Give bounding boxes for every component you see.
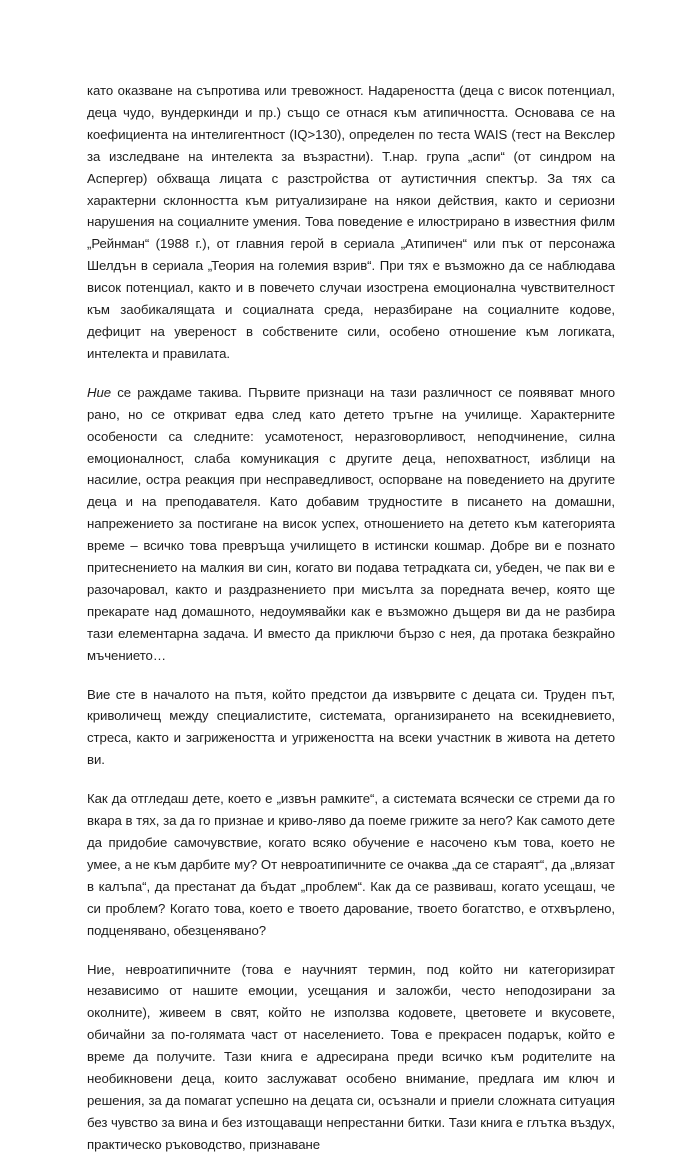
paragraph-text: Как да отгледаш дете, което е „извън рамките“, а системата всячески се стреми да го вкара в тях, за да го признае и криво-ляво да поеме грижите за него? Как самото дете да придобие самочувствие, когато всяко обучение е насочено към това, което не умее, а не към дарбите му? От невроатипичните се очаква „да се стараят“, да „влязат в калъпа“, да престанат да бъдат „проблем“. Как да се развиваш, когато усещаш, че си проблем? Когато това, което е твоето дарование, твоето богатство, е отхвърлено, подценявано, обезценявано?: [87, 791, 615, 938]
paragraph-text: Вие сте в началото на пътя, който предстои да извървите с децата си. Труден път, криволичещ между специалистите, системата, организирането на всекидневието, стреса, както и загрижеността и угрижеността на всеки участник в живота на детето ви.: [87, 686, 615, 768]
paragraph-3: [87, 684, 615, 772]
italic-lead-word: Ние: [87, 384, 112, 400]
paragraph-text: Ние, невроатипичните (това е научният термин, под който ни категоризират независимо от нашите емоции, усещания и заложби, често неподозирани за околните), живеем в свят, който не използва кодовете, цветовете и вкусовете, обичайни за по-голямата част от населението. Това е прекрасен подарък, който е време да получите. Тази книга е адресирана преди всичко към родителите на необикновени деца, които заслужават особено внимание, предлага им ключ и решения, за да помагат успешно на децата си, осъзнали и приели сложната ситуация без чувство за вина и без изтощаващи непрестанни битки. Тази книга е глътка въздух, практическо ръководство, признаване: [87, 961, 615, 1152]
paragraph-text: се раждаме такива. Първите признаци на тази различност се появяват много рано, но се откриват едва след като детето тръгне на училище. Характерните особености са следните: усамотеност, неразговорливост, неподчинение, силна емоционалност, слаба комуникация с другите деца, непохватност, изблици на насилие, остра реакция при несправедливост, оспорване на поведението на другите деца и на преподавателя. Като добавим трудностите в писането на домашни, напрежението за постигане на висок успех, отношението на детето към категорията време – всичко това превръща училището в истински кошмар. Добре ви е познато притеснението на малкия ви син, когато ви подава тетрадката си, убеден, че пак ви е разочаровал, както и раздразнението при мисълта за поредната вечер, която ще прекарате над домашното, недоумявайки как е възможно дъщеря ви да не разбира тази елементарна задача. И вместо да приключи бързо с нея, да протака безкрайно мъчението…: [87, 384, 615, 663]
body-text: [87, 80, 615, 1173]
paragraph-5: [87, 959, 615, 1156]
paragraph-text: като оказване на съпротива или тревожност. Надареността (деца с висок потенциал, деца чудо, вундеркинди и пр.) също се отнася към атипичността. Основава се на коефициента на интелигентност (IQ>130), определен по теста WAIS (тест на Векслер за изследване на интелекта за възрастни). Т.нар. група „аспи“ (от синдром на Аспергер) обхваща лицата с разстройства от аутистичния спектър. За тях са характерни склонността към ритуализиране на някои действия, както и сериозни нарушения на социалните умения. Това поведение е илюстрирано в известния филм „Рейнман“ (1988 г.), от главния герой в сериала „Атипичен“ или пък от персонажа Шелдън в сериала „Теория на големия взрив“. При тях е възможно да се наблюдава висок потенциал, както и в повечето случаи изострена емоционална чувствителност към заобикалящата и социалната среда, неразбиране на социалните кодове, дефицит на увереност в собствените сили, особено отношение към логиката, интелекта и правилата.: [87, 83, 615, 361]
paragraph-4: [87, 788, 615, 941]
paragraph-1: [87, 80, 615, 365]
paragraph-2: [87, 382, 615, 667]
